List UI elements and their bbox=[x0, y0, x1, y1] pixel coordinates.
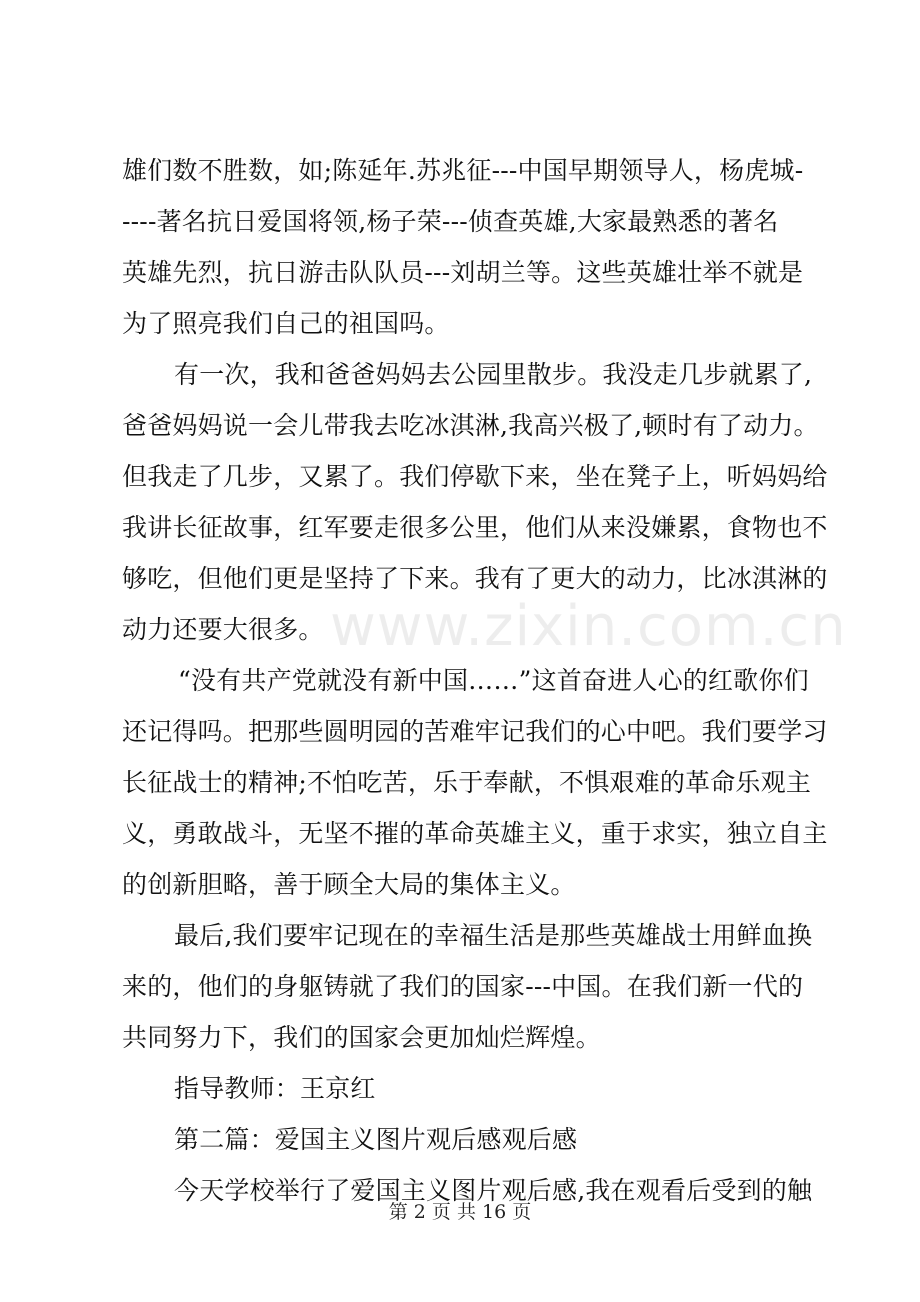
text-line: 最后,我们要牢记现在的幸福生活是那些英雄战士用鲜血换 bbox=[174, 921, 813, 950]
text-line: “没有共产党就没有新中国……”这首奋进人心的红歌你们 bbox=[178, 666, 809, 695]
text-line: 有一次，我和爸爸妈妈去公园里散步。我没走几步就累了, bbox=[174, 360, 813, 389]
text-line: 为了照亮我们自己的祖国吗。 bbox=[122, 309, 450, 338]
text-line: 还记得吗。把那些圆明园的苦难牢记我们的心中吧。我们要学习 bbox=[122, 717, 828, 746]
watermark: www.zixin.com.cn bbox=[330, 594, 847, 659]
text-line: 雄们数不胜数，如;陈延年.苏兆征---中国早期领导人，杨虎城- bbox=[122, 156, 804, 185]
text-line: ----著名抗日爱国将领,杨子荣---侦查英雄,大家最熟悉的著名 bbox=[122, 207, 779, 236]
document-body bbox=[122, 145, 828, 1216]
text-line: 长征战士的精神;不怕吃苦，乐于奉献，不惧艰难的革命乐观主 bbox=[122, 768, 812, 797]
page-footer: 第 2 页 共 16 页 bbox=[388, 1201, 532, 1223]
text-line: 爸爸妈妈说一会儿带我去吃冰淇淋,我高兴极了,顿时有了动力。 bbox=[122, 411, 819, 440]
text-line: 来的，他们的身躯铸就了我们的国家---中国。在我们新一代的 bbox=[122, 972, 804, 1001]
text-line: 今天学校举行了爱国主义图片观后感,我在观看后受到的触 bbox=[174, 1176, 813, 1205]
text-line: 英雄先烈，抗日游击队队员---刘胡兰等。这些英雄壮举不就是 bbox=[122, 258, 804, 287]
text-line: 够吃，但他们更是坚持了下来。我有了更大的动力，比冰淇淋的 bbox=[122, 564, 828, 593]
text-line: 指导教师：王京红 bbox=[174, 1074, 376, 1103]
text-line: 的创新胆略，善于顾全大局的集体主义。 bbox=[122, 870, 576, 899]
text-line: 义，勇敢战斗，无坚不摧的革命英雄主义，重于求实，独立自主 bbox=[122, 819, 828, 848]
text-line: 我讲长征故事，红军要走很多公里，他们从来没嫌累，食物也不 bbox=[122, 513, 828, 542]
text-line: 共同努力下，我们的国家会更加灿烂辉煌。 bbox=[122, 1023, 601, 1052]
text-line: 但我走了几步，又累了。我们停歇下来，坐在凳子上，听妈妈给 bbox=[122, 462, 828, 491]
text-line: 动力还要大很多。 bbox=[122, 615, 324, 644]
section-heading: 第二篇：爱国主义图片观后感观后感 bbox=[174, 1125, 578, 1154]
